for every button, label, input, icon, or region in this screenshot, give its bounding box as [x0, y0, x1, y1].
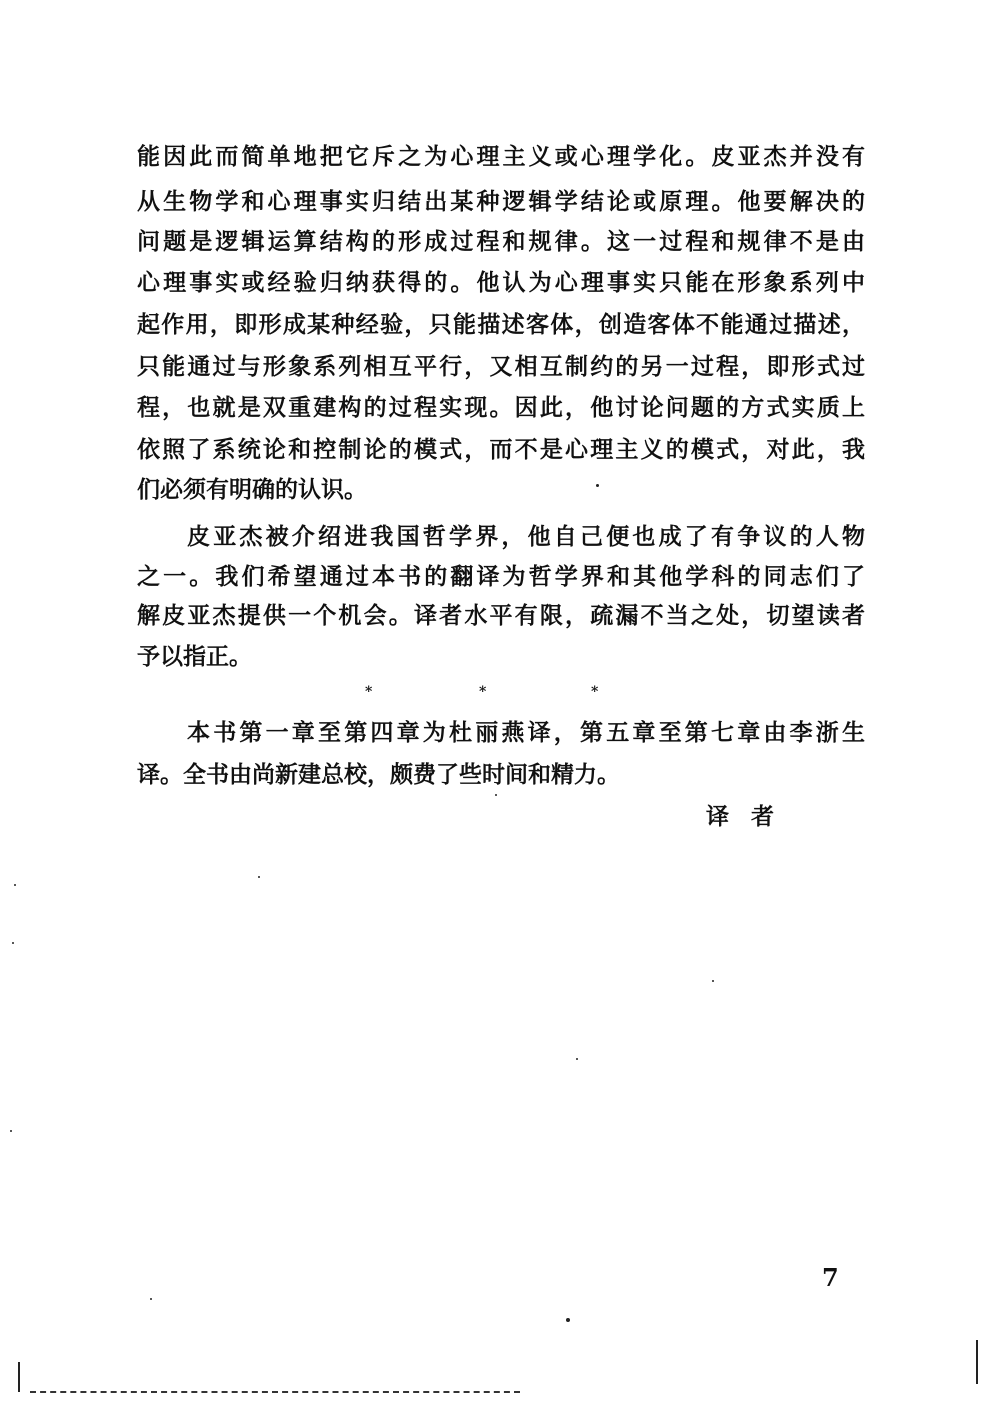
paragraph-line: 之一。我们希望通过本书的翻译为哲学界和其他学科的同志们了	[137, 563, 865, 590]
translator-signature: 译者	[706, 803, 796, 830]
paragraph-line: 程，也就是双重建构的过程实现。因此，他讨论问题的方式实质上	[137, 394, 865, 421]
scan-speck	[495, 794, 497, 796]
scan-edge-mark	[18, 1362, 20, 1392]
scan-speck	[712, 980, 714, 982]
scan-speck	[258, 876, 260, 878]
paragraph-line: 解皮亚杰提供一个机会。译者水平有限，疏漏不当之处，切望读者	[137, 602, 865, 629]
scan-edge-mark	[976, 1340, 978, 1384]
page-number: 7	[822, 1263, 839, 1292]
paragraph-line: 依照了系统论和控制论的模式，而不是心理主义的模式，对此，我	[137, 436, 865, 463]
scan-speck	[14, 884, 16, 886]
separator-star: *	[479, 684, 487, 700]
paragraph-line: 们必须有明确的认识。	[137, 476, 367, 503]
scan-speck	[150, 1298, 152, 1300]
scan-edge-rule	[30, 1391, 520, 1393]
paragraph-line: 从生物学和心理事实归结出某种逻辑学结论或原理。他要解决的	[137, 188, 865, 215]
scan-speck	[12, 942, 14, 944]
paragraph-line: 予以指正。	[137, 643, 252, 670]
scan-speck	[10, 1130, 12, 1132]
separator-star: *	[365, 684, 373, 700]
scan-speck	[596, 484, 599, 487]
separator-star: *	[591, 684, 599, 700]
paragraph-line: 译。全书由尚新建总校，颇费了些时间和精力。	[137, 761, 620, 788]
paragraph-line: 只能通过与形象系列相互平行，又相互制约的另一过程，即形式过	[137, 353, 865, 380]
section-separator	[0, 682, 998, 702]
paragraph-line: 问题是逻辑运算结构的形成过程和规律。这一过程和规律不是由	[137, 228, 865, 255]
scan-speck	[566, 1318, 570, 1322]
paragraph-line: 起作用，即形成某种经验，只能描述客体，创造客体不能通过描述，	[137, 311, 865, 338]
paragraph-line: 本书第一章至第四章为杜丽燕译，第五章至第七章由李浙生	[187, 719, 865, 746]
paragraph-line: 能因此而简单地把它斥之为心理主义或心理学化。皮亚杰并没有	[137, 143, 865, 170]
paragraph-line: 心理事实或经验归纳获得的。他认为心理事实只能在形象系列中	[137, 269, 865, 296]
paragraph-line: 皮亚杰被介绍进我国哲学界，他自己便也成了有争议的人物	[187, 523, 865, 550]
scan-speck	[576, 1058, 578, 1060]
